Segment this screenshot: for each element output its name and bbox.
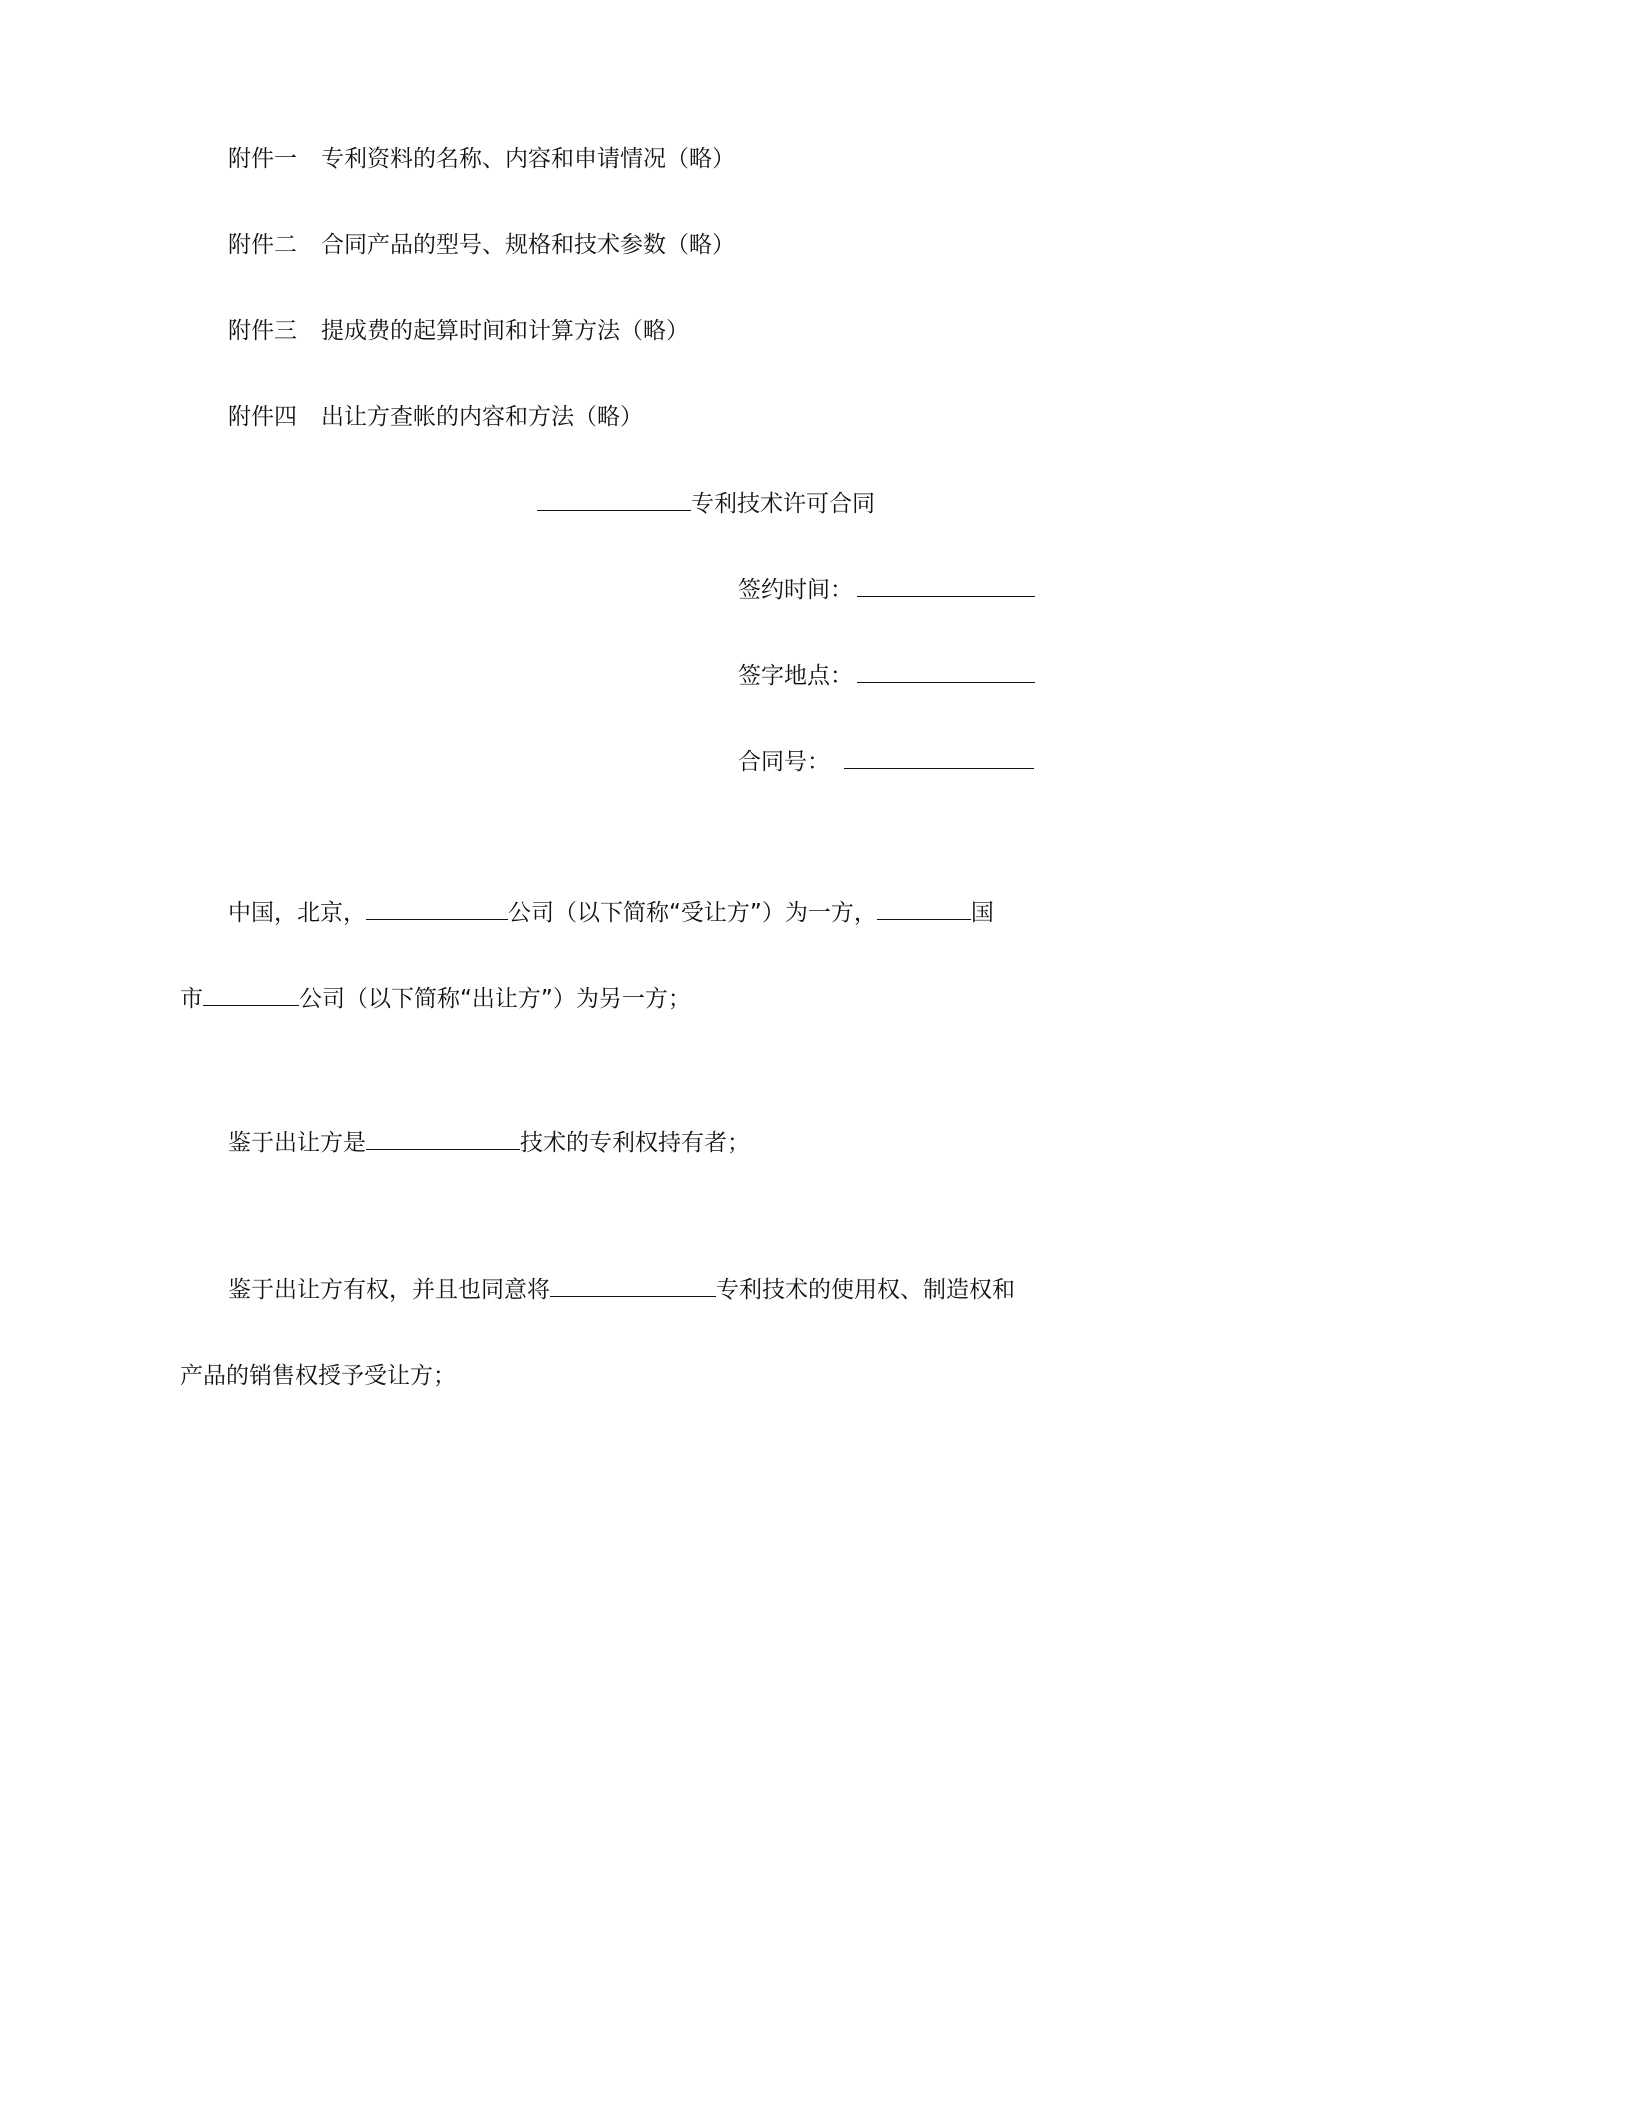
sign-place-label: 签字地点： <box>738 663 853 689</box>
parties-text-2a: 市 <box>180 986 203 1012</box>
title-blank <box>537 488 691 511</box>
attachment-3-text: 提成费的起算时间和计算方法（略） <box>321 318 689 344</box>
sign-time-label: 签约时间： <box>738 577 853 603</box>
attachment-4-text: 出让方查帐的内容和方法（略） <box>321 404 643 430</box>
contract-title <box>537 488 875 519</box>
contract-no-blank <box>844 746 1034 769</box>
attachment-2 <box>228 230 735 260</box>
sign-time <box>738 574 1035 605</box>
licensee-company-blank <box>366 897 508 920</box>
attachment-4-label: 附件四 <box>228 404 297 430</box>
contract-no-label: 合同号： <box>738 749 830 775</box>
technology-blank <box>366 1127 520 1150</box>
whereas-1-text-b: 技术的专利权持有者； <box>520 1130 750 1156</box>
whereas-1 <box>228 1127 750 1158</box>
attachment-1-text: 专利资料的名称、内容和申请情况（略） <box>321 146 735 172</box>
patent-technology-blank <box>550 1274 716 1297</box>
parties-text-1a: 中国，北京， <box>228 900 366 926</box>
attachment-1-label: 附件一 <box>228 146 297 172</box>
parties-line-1 <box>228 897 994 928</box>
whereas-2-line-2 <box>180 1361 456 1391</box>
attachment-1 <box>228 144 735 174</box>
sign-place-blank <box>857 660 1035 683</box>
whereas-2-text-b: 专利技术的使用权、制造权和 <box>716 1277 1015 1303</box>
parties-text-2b: 公司（以下简称“出让方”）为另一方； <box>299 986 691 1012</box>
attachment-2-text: 合同产品的型号、规格和技术参数（略） <box>321 232 735 258</box>
attachment-4 <box>228 402 643 432</box>
attachment-3 <box>228 316 689 346</box>
attachment-3-label: 附件三 <box>228 318 297 344</box>
sign-time-blank <box>857 574 1035 597</box>
licensor-country-blank <box>877 897 971 920</box>
licensor-city-blank <box>203 983 299 1006</box>
whereas-2-text-c: 产品的销售权授予受让方； <box>180 1363 456 1389</box>
parties-text-1c: 国 <box>970 900 994 926</box>
parties-text-1b: 公司（以下简称“受让方”）为一方， <box>508 900 877 926</box>
parties-line-2 <box>180 983 691 1014</box>
attachment-2-label: 附件二 <box>228 232 297 258</box>
sign-place <box>738 660 1035 691</box>
contract-no <box>738 746 1034 777</box>
contract-title-text: 专利技术许可合同 <box>691 491 875 517</box>
whereas-2-line-1 <box>228 1274 1015 1305</box>
whereas-2-text-a: 鉴于出让方有权，并且也同意将 <box>228 1277 550 1303</box>
whereas-1-text-a: 鉴于出让方是 <box>228 1130 366 1156</box>
